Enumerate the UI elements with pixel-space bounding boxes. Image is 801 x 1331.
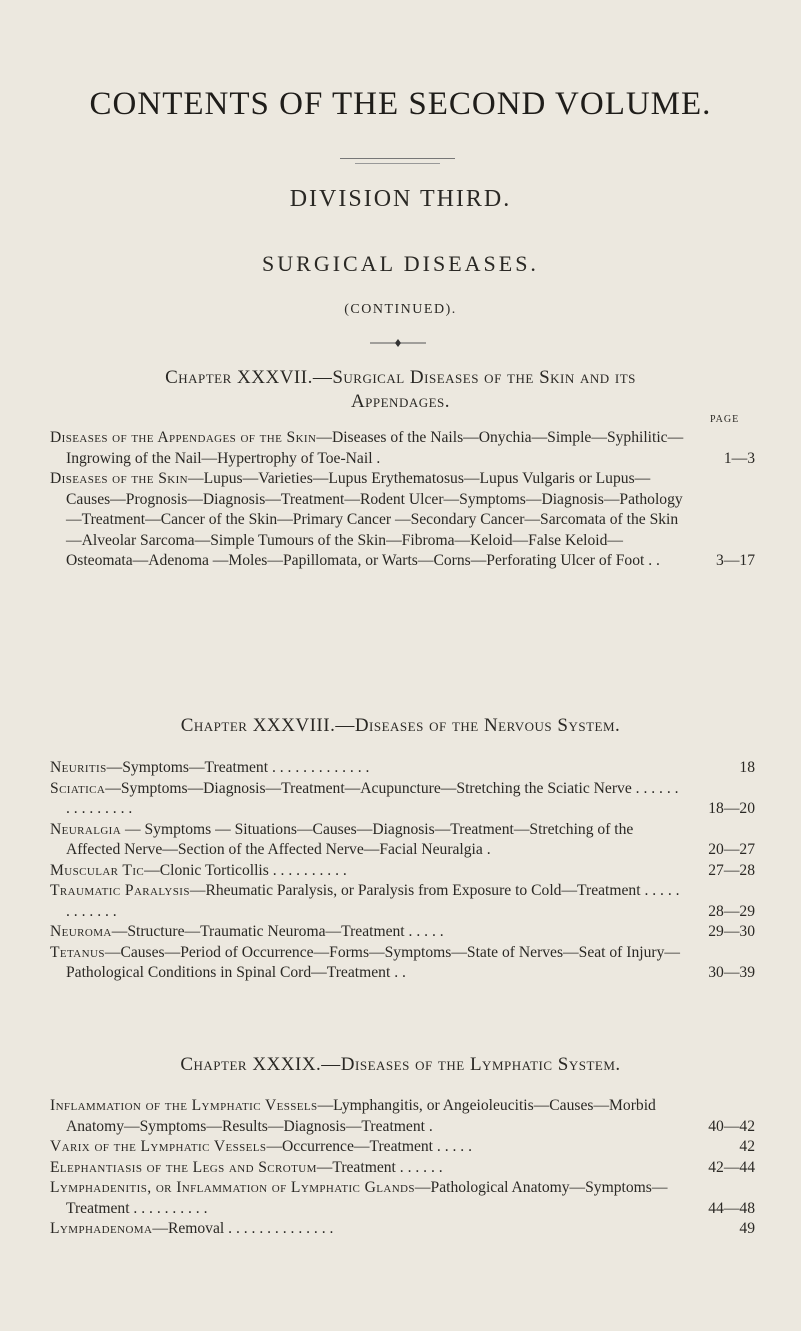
chapter-heading-line: Appendages.	[350, 391, 451, 412]
entry-text: —Diseases of the Nails—Onychia—Simple—Syphilitic—Ingrowing of the Nail—Hypertrophy of Toe-Nail	[66, 429, 684, 467]
entry-dots: . . . . . . . . . . . . . .	[224, 1220, 334, 1237]
entry-dots: . .	[644, 552, 660, 569]
entry-lead: Lymphadenitis, or Inflammation of Lymphatic Glands	[50, 1179, 415, 1196]
divider-ornament	[368, 338, 428, 348]
entry-pages: 1—3	[723, 449, 755, 467]
entry-dots: . . . . . . . . . .	[129, 1199, 208, 1217]
entry-pages: 18—20	[708, 800, 755, 817]
chapter-heading-xxxvii	[0, 366, 801, 414]
chapter-heading-line: Chapter XXXVIII.—Diseases of the Nervous System.	[180, 715, 621, 736]
toc-entry	[50, 820, 755, 861]
toc-entry	[50, 1158, 755, 1179]
entry-text: —Removal	[152, 1220, 225, 1237]
entry-lead: Tetanus	[50, 943, 105, 961]
entry-text: —Lymphangitis, or Angeioleucitis—Causes—Morbid Anatomy—Symptoms—Results—Diagnosis—Treatment	[66, 1097, 656, 1135]
continued-label: (CONTINUED).	[344, 302, 457, 317]
entry-dots: . . . . . . . . . . . . .	[268, 759, 370, 776]
entry-pages: 30—39	[708, 964, 755, 981]
entry-text: — Symptoms — Situations—Causes—Diagnosis—Treatment—Stretching of the Affected Nerve—Section of the Affected Nerve—Facial Neuralgia	[66, 820, 634, 858]
entry-pages: 27—28	[708, 861, 755, 879]
entry-lead: Neuralgia	[50, 820, 122, 838]
chapter-heading-xxxix	[0, 1053, 801, 1077]
toc-entry	[50, 428, 755, 469]
entry-text: —Pathological Anatomy—Symptoms—Treatment	[66, 1179, 668, 1217]
entry-pages: 42—44	[708, 1158, 755, 1176]
entry-pages: 44—48	[708, 1199, 755, 1217]
entry-pages: 28—29	[708, 902, 755, 920]
chapter-heading-line: Chapter XXXVII.—Surgical Diseases of the Skin and its	[165, 367, 636, 388]
entry-text: —Causes—Period of Occurrence—Forms—Symptoms—State of Nerves—Seat of Injury—Pathological Conditions in Spinal Cord—Treatment	[66, 943, 680, 981]
entry-lead: Neuroma	[50, 923, 112, 940]
entry-dots: . . . . . . . . . .	[268, 861, 347, 879]
entry-lead: Varix of the Lymphatic Vessels	[50, 1138, 267, 1155]
entry-text: —Symptoms—Diagnosis—Treatment—Acupuncture—Stretching the Sciatic Nerve	[105, 779, 632, 797]
chapter-heading-xxxviii	[0, 714, 801, 738]
toc-entry	[50, 469, 755, 572]
page-column-label: PAGE	[710, 414, 740, 425]
toc-entry	[50, 1137, 755, 1158]
entry-text: —Lupus—Varieties—Lupus Erythematosus—Lupus Vulgaris or Lupus—Causes—Prognosis—Diagnosis—Treatment—Rodent Ulcer—Symptoms—Diagnosis—Pathology—Treatment—Cancer of the Skin—Primary Cancer —Secondary Cancer—Sarcomata of the Skin—Alveolar Sarcoma—Simple Tumours of the Skin—Fibroma—Keloid—False Keloid—Osteomata—Adenoma —Moles—Papillomata, or Warts—Corns—Perforating Ulcer of Foot	[66, 470, 683, 569]
entry-pages: 18	[739, 759, 755, 776]
entry-text: —Clonic Torticollis	[144, 861, 269, 879]
entry-pages: 29—30	[708, 923, 755, 940]
entry-dots: . . . . .	[404, 923, 444, 940]
entry-text: —Treatment	[316, 1158, 396, 1176]
toc-entry	[50, 943, 755, 984]
entry-text: —Symptoms—Treatment	[106, 759, 269, 776]
entry-text: —Occurrence—Treatment	[266, 1138, 433, 1155]
title-rule	[340, 158, 455, 159]
entry-lead: Lymphadenoma	[50, 1220, 153, 1237]
entry-lead: Diseases of the Appendages of the Skin	[50, 429, 317, 446]
entry-lead: Sciatica	[50, 779, 106, 797]
chapter-entries-xxxviii	[50, 758, 755, 984]
entry-lead: Traumatic Paralysis	[50, 882, 190, 899]
toc-entry	[50, 881, 755, 922]
chapter-heading-line: Chapter XXXIX.—Diseases of the Lymphatic System.	[180, 1054, 621, 1075]
toc-entry	[50, 1178, 755, 1219]
entry-pages: 40—42	[708, 1117, 755, 1135]
toc-entry	[50, 861, 755, 882]
entry-dots: . . . . .	[433, 1138, 472, 1155]
entry-lead: Inflammation of the Lymphatic Vessels	[50, 1097, 318, 1114]
entry-dots: .	[372, 449, 381, 467]
toc-entry	[50, 758, 755, 779]
page-title: CONTENTS OF THE SECOND VOLUME.	[89, 86, 712, 122]
chapter-entries-xxxvii	[50, 428, 755, 572]
division-heading: DIVISION THIRD.	[289, 186, 512, 212]
entry-text: —Structure—Traumatic Neuroma—Treatment	[111, 923, 405, 940]
entry-dots: .	[482, 841, 491, 858]
entry-dots: . .	[390, 964, 406, 981]
entry-dots: . . . . . . . . . . . .	[66, 882, 680, 920]
toc-entry	[50, 1219, 755, 1240]
entry-text: —Rheumatic Paralysis, or Paralysis from Exposure to Cold—Treatment	[189, 882, 641, 899]
entry-lead: Muscular Tic	[50, 861, 145, 879]
entry-pages: 20—27	[708, 841, 755, 858]
entry-pages: 42	[739, 1138, 755, 1155]
entry-lead: Elephantiasis of the Legs and Scrotum	[50, 1158, 317, 1176]
chapter-entries-xxxix	[50, 1096, 755, 1240]
toc-entry	[50, 922, 755, 943]
entry-dots: . . . . . . . . . . . . . . .	[66, 779, 679, 817]
toc-entry	[50, 1096, 755, 1137]
entry-dots: .	[424, 1117, 433, 1135]
entry-dots: . . . . . .	[395, 1158, 443, 1176]
toc-entry	[50, 779, 755, 820]
section-heading: SURGICAL DISEASES.	[262, 251, 539, 276]
entry-lead: Diseases of the Skin	[50, 470, 189, 487]
entry-pages: 3—17	[716, 552, 755, 569]
title-rule-short	[355, 163, 440, 164]
entry-lead: Neuritis	[50, 759, 107, 776]
entry-pages: 49	[739, 1220, 755, 1237]
